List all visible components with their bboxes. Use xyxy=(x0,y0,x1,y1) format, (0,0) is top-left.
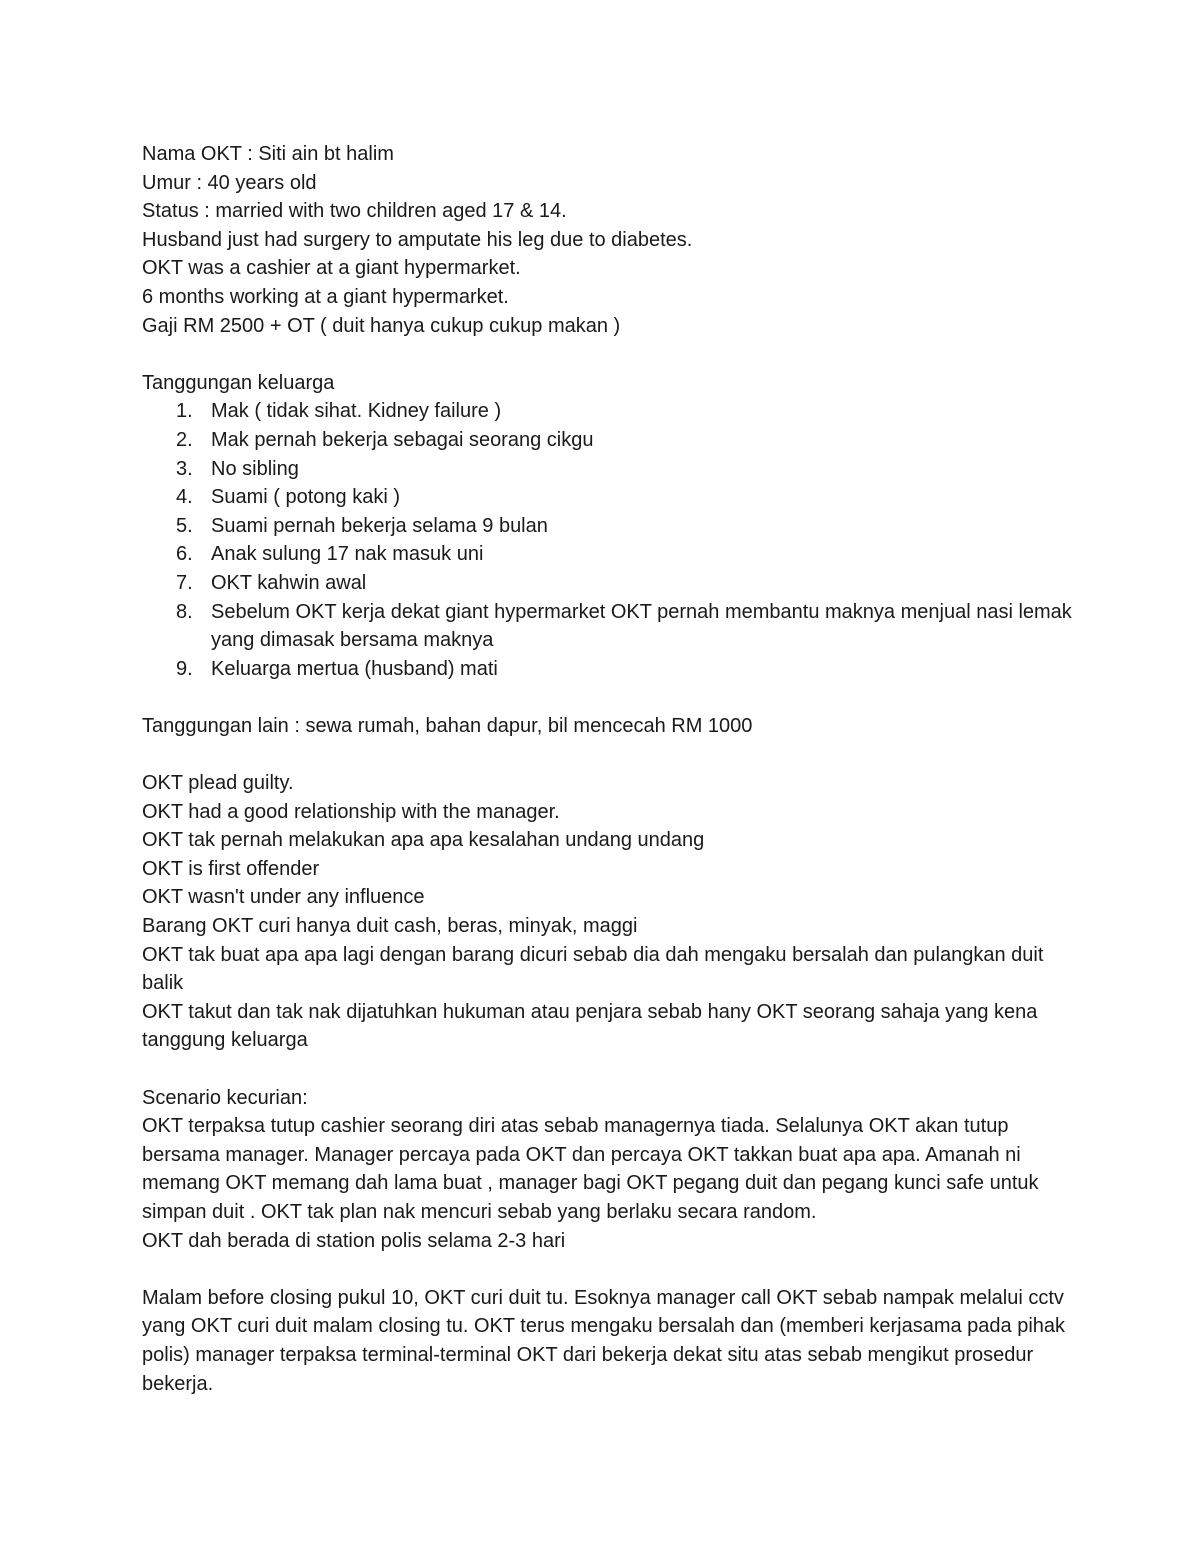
profile-job: OKT was a cashier at a giant hypermarket. xyxy=(142,257,521,280)
list-item-number: 8. xyxy=(176,600,193,623)
list-item-text: No sibling xyxy=(211,457,299,480)
closing-paragraph: Malam before closing pukul 10, OKT curi duit tu. Esoknya manager call OKT sebab nampak melalui cctv yang OKT curi duit malam closing tu. OKT terus mengaku bersalah dan (memberi kerjasama pada pihak polis) manager terpaksa terminal-terminal OKT dari bekerja dekat situ atas sebab mengikut prosedur bekerja. xyxy=(142,1286,1066,1395)
spacer xyxy=(142,1255,1072,1284)
dependents-list xyxy=(142,397,1072,683)
mitigation-line: OKT plead guilty. xyxy=(142,772,294,795)
dependents-heading: Tanggungan keluarga xyxy=(142,371,335,394)
list-item-number: 2. xyxy=(176,428,193,451)
list-item-number: 7. xyxy=(176,571,193,594)
list-item-text: Anak sulung 17 nak masuk uni xyxy=(211,543,484,566)
list-item xyxy=(142,426,1072,455)
list-item-number: 9. xyxy=(176,657,193,680)
list-item xyxy=(142,598,1072,655)
profile-age: Umur : 40 years old xyxy=(142,171,317,194)
list-item-text: Keluarga mertua (husband) mati xyxy=(211,657,498,680)
scenario-heading: Scenario kecurian: xyxy=(142,1086,308,1109)
profile-husband: Husband just had surgery to amputate his leg due to diabetes. xyxy=(142,228,693,251)
list-item-text: Suami pernah bekerja selama 9 bulan xyxy=(211,514,548,537)
other-dependents: Tanggungan lain : sewa rumah, bahan dapur, bil mencecah RM 1000 xyxy=(142,714,753,737)
list-item-number: 4. xyxy=(176,486,193,509)
list-item-text: OKT kahwin awal xyxy=(211,571,367,594)
mitigation-line: OKT wasn't under any influence xyxy=(142,886,425,909)
mitigation-line: Barang OKT curi hanya duit cash, beras, minyak, maggi xyxy=(142,915,638,938)
dependents-section xyxy=(142,369,1072,684)
scenario-body: OKT terpaksa tutup cashier seorang diri atas sebab managernya tiada. Selalunya OKT akan tutup bersama manager. Manager percaya pada OKT dan percaya OKT takkan buat apa apa. Amanah ni memang OKT memang dah lama buat , manager bagi OKT pegang duit dan pegang kunci safe untuk simpan duit . OKT tak plan nak mencuri sebab yang berlaku secara random. xyxy=(142,1115,1039,1223)
list-item-text: Sebelum OKT kerja dekat giant hypermarket OKT pernah membantu maknya menjual nasi lemak yang dimasak bersama maknya xyxy=(211,600,1072,652)
spacer xyxy=(142,740,1072,769)
list-item xyxy=(142,512,1072,541)
profile-duration: 6 months working at a giant hypermarket. xyxy=(142,285,509,308)
list-item-number: 6. xyxy=(176,543,193,566)
list-item-text: Mak ( tidak sihat. Kidney failure ) xyxy=(211,400,502,423)
list-item xyxy=(142,397,1072,426)
document-page xyxy=(142,140,1072,1398)
spacer xyxy=(142,683,1072,712)
profile-section xyxy=(142,140,1072,340)
mitigation-line: OKT had a good relationship with the manager. xyxy=(142,800,560,823)
mitigation-section xyxy=(142,769,1072,1055)
mitigation-line: OKT is first offender xyxy=(142,857,320,880)
list-item-number: 1. xyxy=(176,400,193,423)
list-item xyxy=(142,540,1072,569)
list-item-text: Mak pernah bekerja sebagai seorang cikgu xyxy=(211,428,594,451)
spacer xyxy=(142,1055,1072,1084)
list-item-text: Suami ( potong kaki ) xyxy=(211,486,400,509)
scenario-station: OKT dah berada di station polis selama 2-3 hari xyxy=(142,1229,566,1252)
list-item xyxy=(142,569,1072,598)
profile-salary: Gaji RM 2500 + OT ( duit hanya cukup cukup makan ) xyxy=(142,314,621,337)
mitigation-line: OKT tak pernah melakukan apa apa kesalahan undang undang xyxy=(142,829,705,852)
profile-status: Status : married with two children aged 17 & 14. xyxy=(142,200,567,223)
scenario-section xyxy=(142,1084,1072,1256)
profile-name: Nama OKT : Siti ain bt halim xyxy=(142,143,394,165)
list-item xyxy=(142,655,1072,684)
spacer xyxy=(142,340,1072,369)
list-item-number: 5. xyxy=(176,514,193,537)
mitigation-line: OKT takut dan tak nak dijatuhkan hukuman atau penjara sebab hany OKT seorang sahaja yang kena tanggung keluarga xyxy=(142,1000,1038,1052)
list-item-number: 3. xyxy=(176,457,193,480)
list-item xyxy=(142,455,1072,484)
list-item xyxy=(142,483,1072,512)
mitigation-line: OKT tak buat apa apa lagi dengan barang dicuri sebab dia dah mengaku bersalah dan pulangkan duit balik xyxy=(142,943,1044,995)
